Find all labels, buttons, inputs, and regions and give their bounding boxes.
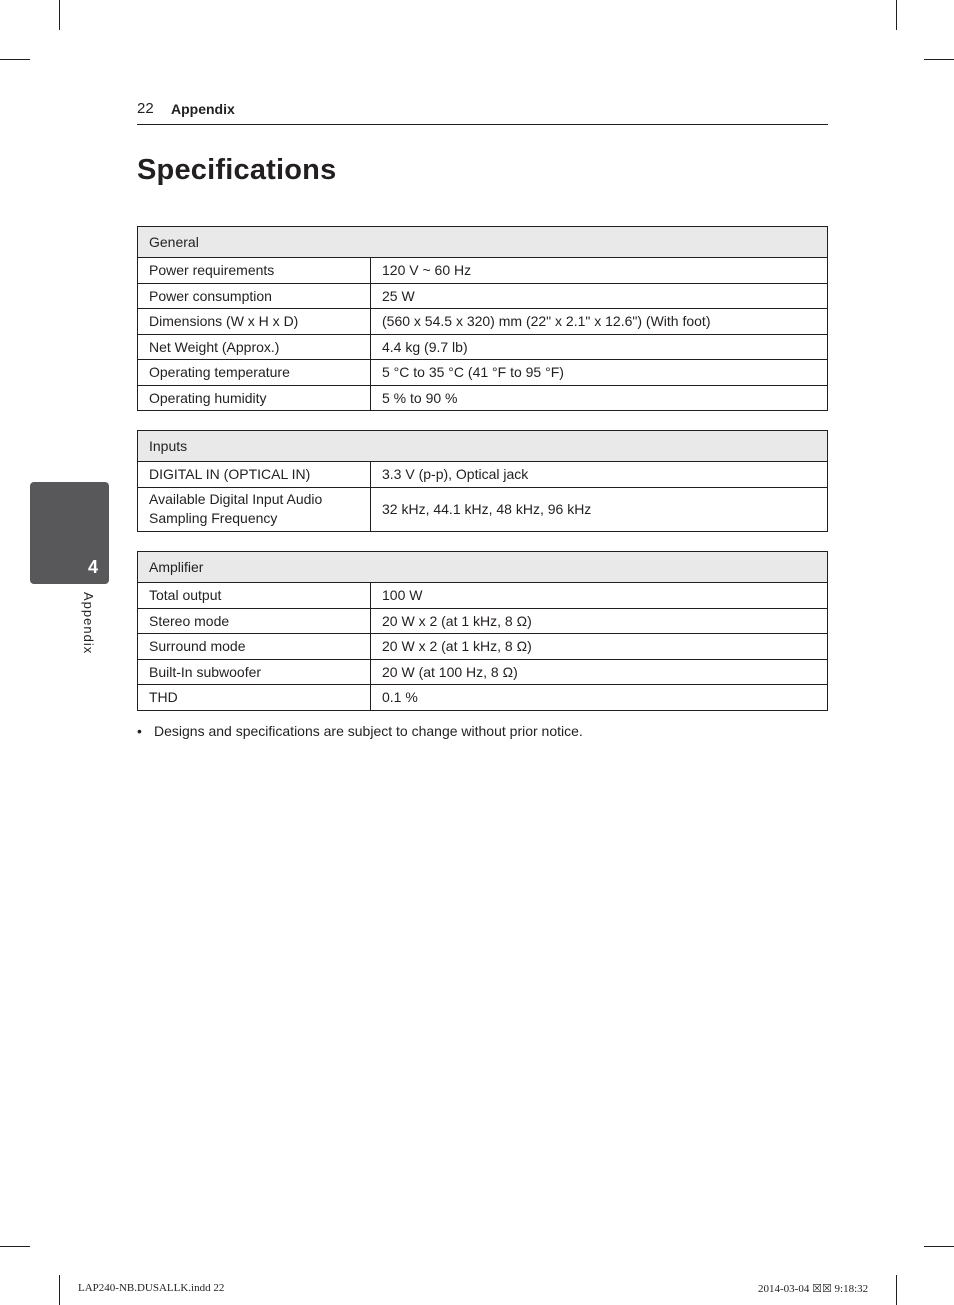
spec-value: 5 % to 90 % (371, 385, 828, 411)
spec-label: Power consumption (138, 283, 371, 309)
crop-mark (59, 1275, 60, 1305)
chapter-number: 4 (87, 557, 98, 577)
table-row (138, 462, 828, 488)
table-row (138, 334, 828, 360)
spec-value: 120 V ~ 60 Hz (371, 258, 828, 284)
spec-value: 4.4 kg (9.7 lb) (371, 334, 828, 360)
bullet-icon: • (137, 723, 142, 739)
footer-file-info: LAP240-NB.DUSALLK.indd 22 (78, 1282, 225, 1294)
spec-value: 3.3 V (p-p), Optical jack (371, 462, 828, 488)
spec-value: 0.1 % (371, 685, 828, 711)
table-row (138, 360, 828, 386)
table-heading: Amplifier (138, 552, 828, 583)
spec-table-amplifier (137, 551, 828, 711)
spec-value: 20 W x 2 (at 1 kHz, 8 Ω) (371, 634, 828, 660)
spec-label: Operating humidity (138, 385, 371, 411)
spec-label: Power requirements (138, 258, 371, 284)
spec-label: Stereo mode (138, 608, 371, 634)
crop-mark (59, 0, 60, 30)
table-heading: Inputs (138, 431, 828, 462)
table-row (138, 487, 828, 531)
table-row (138, 608, 828, 634)
table-row (138, 659, 828, 685)
page-header (137, 99, 828, 125)
spec-label: THD (138, 685, 371, 711)
section-name: Appendix (171, 101, 235, 117)
crop-mark (924, 1246, 954, 1247)
spec-value: 5 °C to 35 °C (41 °F to 95 °F) (371, 360, 828, 386)
spec-label: Built-In subwoofer (138, 659, 371, 685)
footnote-text: Designs and specifications are subject to change without prior notice. (154, 723, 583, 739)
spec-label: DIGITAL IN (OPTICAL IN) (138, 462, 371, 488)
spec-label: Surround mode (138, 634, 371, 660)
spec-value: 100 W (371, 583, 828, 609)
table-row (138, 634, 828, 660)
table-row (138, 385, 828, 411)
table-row (138, 258, 828, 284)
table-row (138, 583, 828, 609)
spec-value: 20 W x 2 (at 1 kHz, 8 Ω) (371, 608, 828, 634)
table-heading: General (138, 227, 828, 258)
table-row (138, 685, 828, 711)
spec-value: 25 W (371, 283, 828, 309)
spec-label: Net Weight (Approx.) (138, 334, 371, 360)
footer-timestamp: 2014-03-04 ☒☒ 9:18:32 (758, 1283, 869, 1295)
chapter-tab (30, 482, 109, 584)
spec-value: (560 x 54.5 x 320) mm (22" x 2.1" x 12.6") (With foot) (371, 309, 828, 335)
spec-value: 32 kHz, 44.1 kHz, 48 kHz, 96 kHz (371, 487, 828, 531)
spec-label: Available Digital Input Audio Sampling Frequency (138, 487, 371, 531)
page-number: 22 (137, 100, 154, 117)
crop-mark (0, 1246, 30, 1247)
chapter-label: Appendix (81, 592, 96, 655)
crop-mark (924, 59, 954, 60)
spec-label: Total output (138, 583, 371, 609)
table-row (138, 309, 828, 335)
spec-table-inputs (137, 430, 828, 532)
crop-mark (896, 1275, 897, 1305)
spec-label: Operating temperature (138, 360, 371, 386)
crop-mark (0, 59, 30, 60)
page-title: Specifications (137, 154, 337, 186)
spec-label: Dimensions (W x H x D) (138, 309, 371, 335)
table-row (138, 283, 828, 309)
crop-mark (896, 0, 897, 30)
spec-value: 20 W (at 100 Hz, 8 Ω) (371, 659, 828, 685)
spec-table-general (137, 226, 828, 411)
